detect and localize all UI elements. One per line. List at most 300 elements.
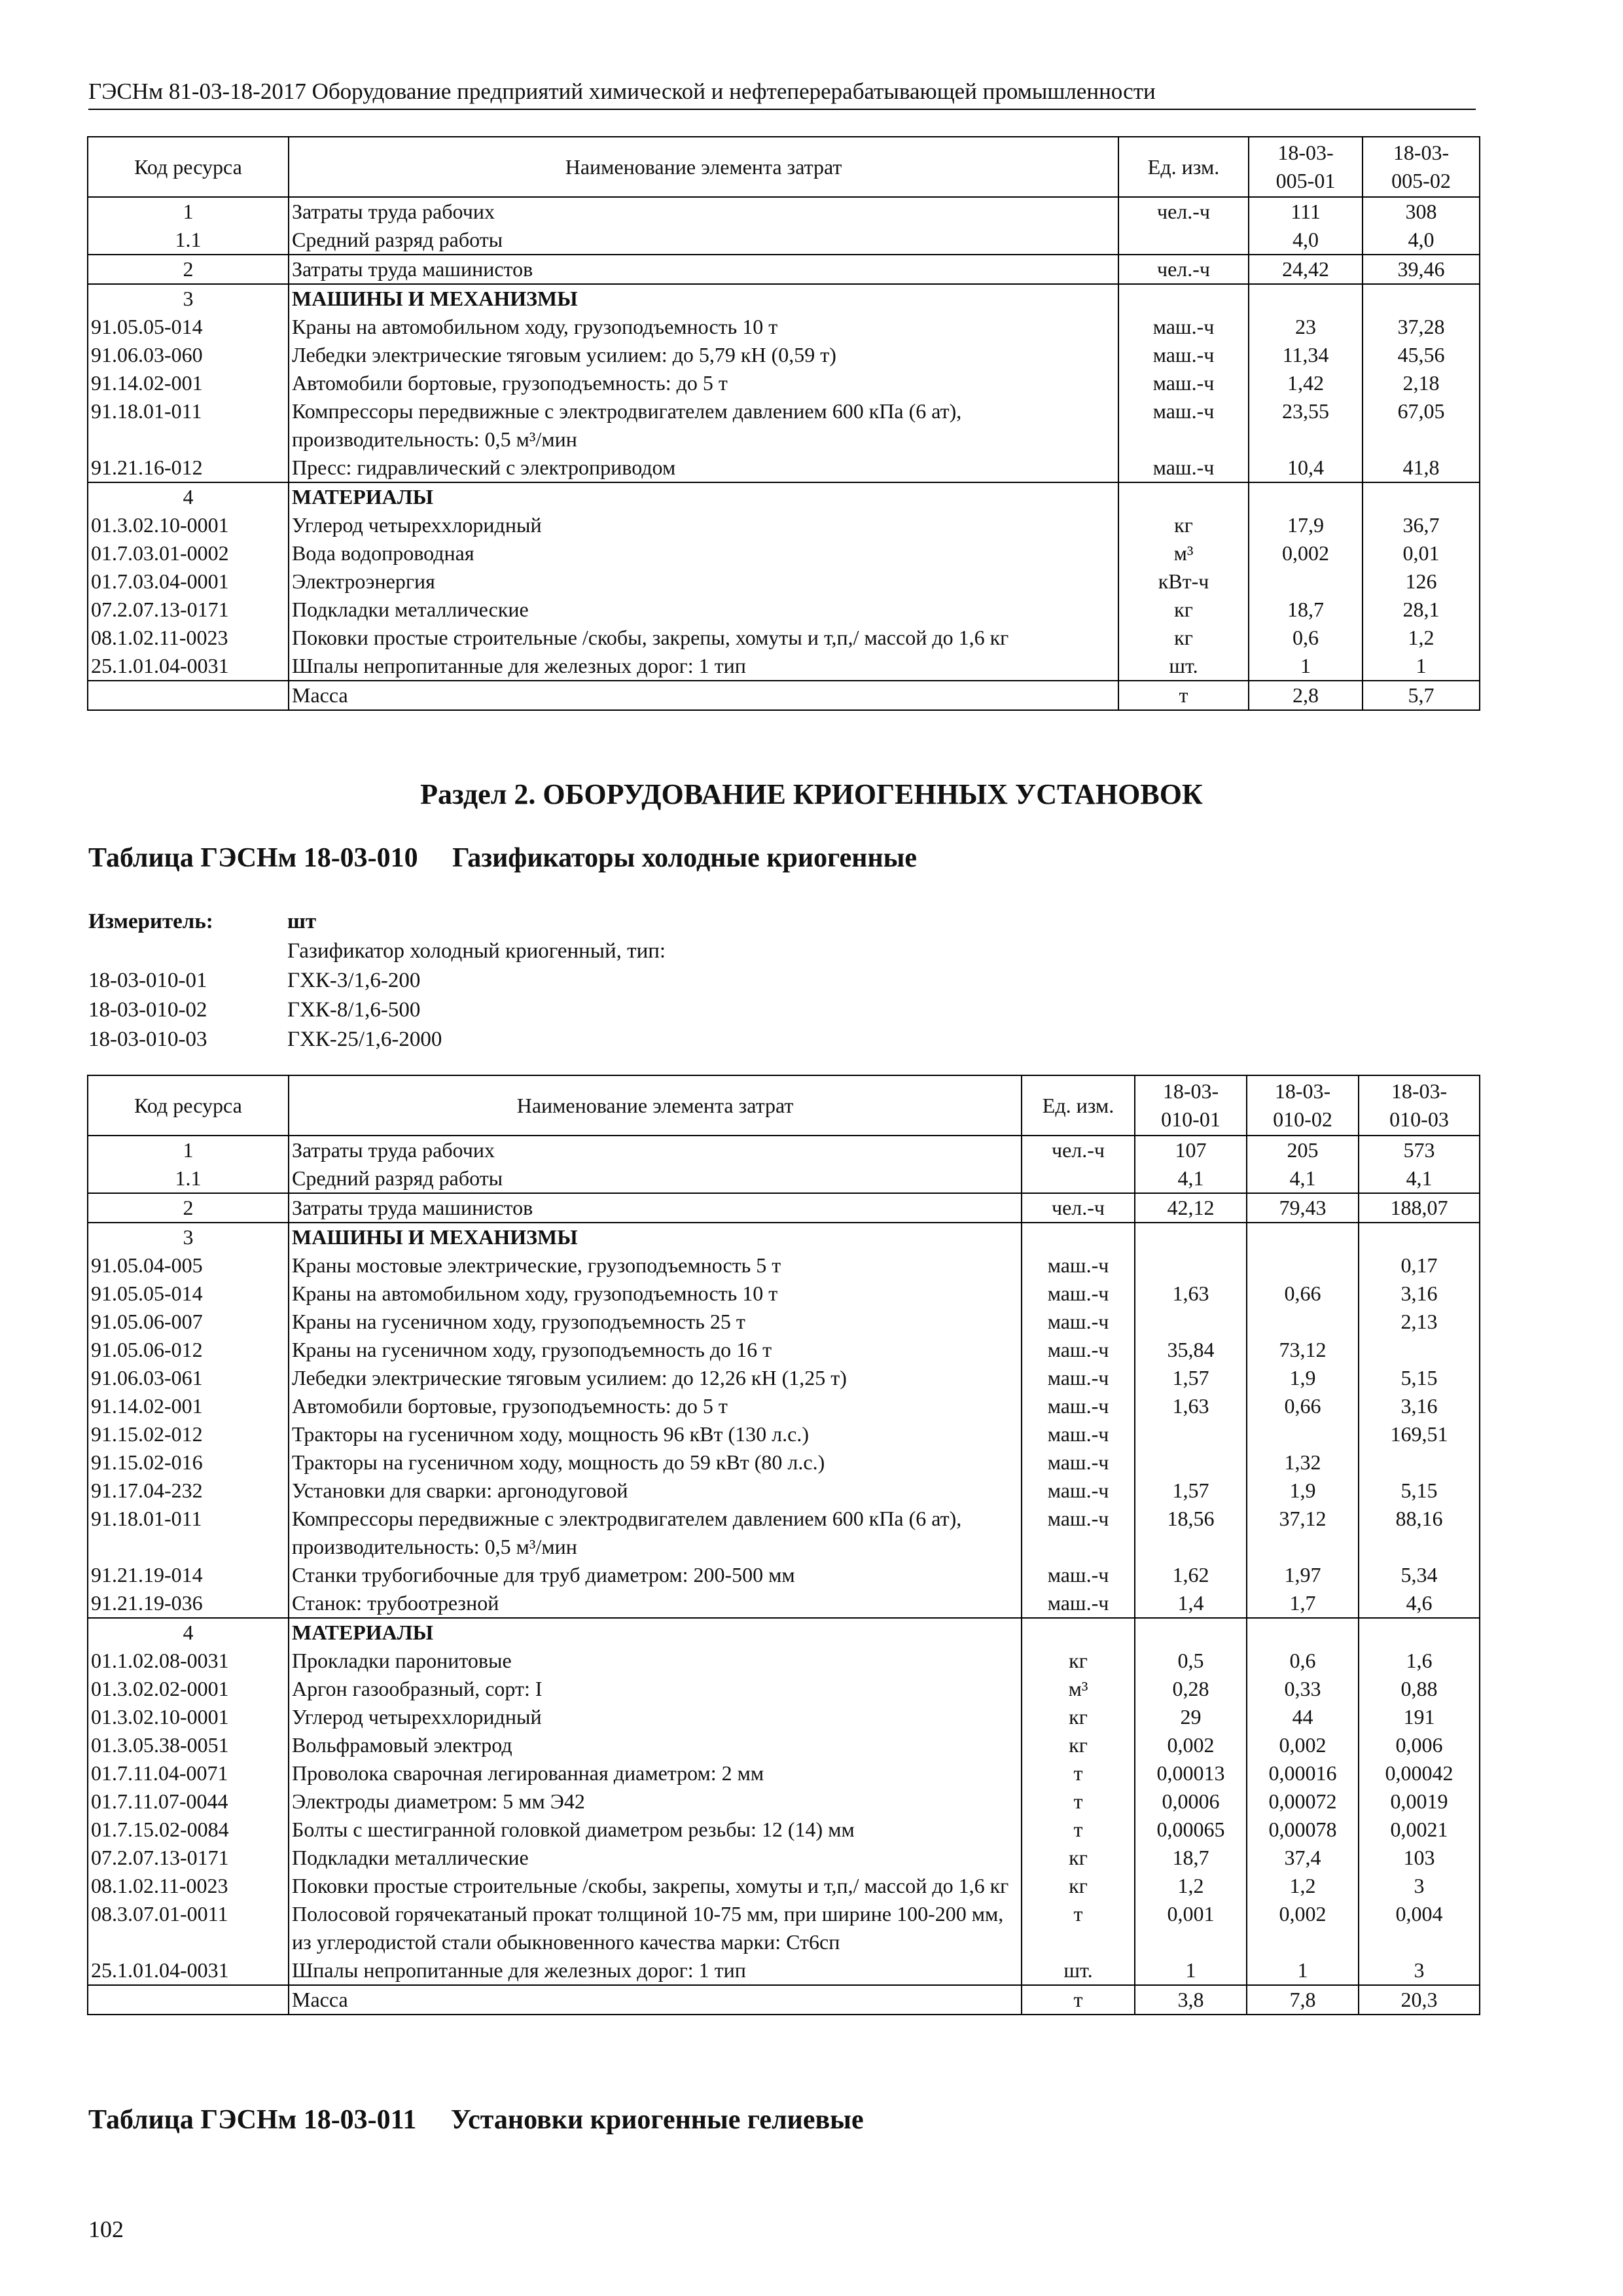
- unit-cell: [1022, 1164, 1135, 1193]
- cost-item-name: Станок: трубоотрезной: [289, 1589, 1022, 1618]
- value-cell: 24,42: [1249, 255, 1363, 284]
- resource-code: 4: [88, 482, 289, 511]
- table-row: [88, 1308, 1480, 1336]
- unit-cell: шт.: [1022, 1956, 1135, 1985]
- cost-item-name: Лебедки электрические тяговым усилием: до 12,26 кН (1,25 т): [289, 1364, 1022, 1392]
- value-cell: 18,7: [1249, 596, 1363, 624]
- value-cell: 0,33: [1247, 1675, 1359, 1703]
- unit-cell: маш.-ч: [1022, 1448, 1135, 1477]
- value-cell: 37,4: [1247, 1844, 1359, 1872]
- table-row: [88, 1251, 1480, 1280]
- value-cell: 7,8: [1247, 1985, 1359, 2015]
- value-cell: [1135, 1420, 1247, 1448]
- unit-cell: т: [1022, 1985, 1135, 2015]
- unit-cell: маш.-ч: [1118, 454, 1249, 482]
- cost-item-name: Электроды диаметром: 5 мм Э42: [289, 1787, 1022, 1816]
- value-cell: 5,34: [1359, 1561, 1480, 1589]
- cost-item-name: Затраты труда машинистов: [289, 255, 1118, 284]
- table-row: [88, 1336, 1480, 1364]
- value-cell: 29: [1135, 1703, 1247, 1731]
- col-header-value-2: 18-03- 010-02: [1247, 1075, 1359, 1136]
- value-cell: 0,00065: [1135, 1816, 1247, 1844]
- resource-code: 1.1: [88, 1164, 289, 1193]
- value-cell: [1249, 567, 1363, 596]
- unit-cell: маш.-ч: [1022, 1392, 1135, 1420]
- value-cell: 17,9: [1249, 511, 1363, 539]
- value-cell: 5,15: [1359, 1364, 1480, 1392]
- table-row: [88, 1136, 1480, 1164]
- value-cell: 1,42: [1249, 369, 1363, 397]
- resource-code: 91.05.06-012: [88, 1336, 289, 1364]
- unit-cell: маш.-ч: [1022, 1477, 1135, 1505]
- value-cell: 0,006: [1359, 1731, 1480, 1759]
- value-cell: [1359, 1618, 1480, 1647]
- value-cell: 42,12: [1135, 1193, 1247, 1223]
- resource-code: 91.05.06-007: [88, 1308, 289, 1336]
- col-header-value-1: 18-03- 005-01: [1249, 137, 1363, 197]
- unit-cell: [1118, 284, 1249, 313]
- cost-item-name: Углерод четыреххлоридный: [289, 511, 1118, 539]
- resource-code: 91.14.02-001: [88, 1392, 289, 1420]
- unit-cell: кг: [1118, 511, 1249, 539]
- cost-item-name: Вольфрамовый электрод: [289, 1731, 1022, 1759]
- cost-item-name: Затраты труда рабочих: [289, 197, 1118, 226]
- cost-item-name: МАТЕРИАЛЫ: [289, 482, 1118, 511]
- unit-cell: т: [1118, 681, 1249, 710]
- value-cell: [1135, 1308, 1247, 1336]
- running-header: ГЭСНм 81-03-18-2017 Оборудование предприятий химической и нефтеперерабатывающей промышленности: [88, 77, 1476, 110]
- col-header-value-2: 18-03- 005-02: [1363, 137, 1480, 197]
- cost-item-name: Подкладки металлические: [289, 1844, 1022, 1872]
- resource-code: 91.21.19-036: [88, 1589, 289, 1618]
- col-header-value-1: 18-03- 010-01: [1135, 1075, 1247, 1136]
- table-row: [88, 1816, 1480, 1844]
- value-cell: 1,7: [1247, 1589, 1359, 1618]
- value-cell: 0,002: [1249, 539, 1363, 567]
- table-row: [88, 1448, 1480, 1477]
- cost-item-name: Аргон газообразный, сорт: I: [289, 1675, 1022, 1703]
- value-cell: 169,51: [1359, 1420, 1480, 1448]
- cost-item-name: Подкладки металлические: [289, 596, 1118, 624]
- measure-item-text: ГХК-25/1,6-2000: [287, 1028, 442, 1051]
- table-row: [88, 652, 1480, 681]
- col-header-unit: Ед. изм.: [1118, 137, 1249, 197]
- value-cell: 126: [1363, 567, 1480, 596]
- resource-code: 08.1.02.11-0023: [88, 1872, 289, 1900]
- cost-item-name: Поковки простые строительные /скобы, закрепы, хомуты и т,п,/ массой до 1,6 кг: [289, 624, 1118, 652]
- value-cell: 39,46: [1363, 255, 1480, 284]
- resource-code: 91.17.04-232: [88, 1477, 289, 1505]
- resource-code: 91.15.02-016: [88, 1448, 289, 1477]
- table-row: [88, 1589, 1480, 1618]
- measure-unit: шт: [287, 910, 317, 933]
- value-cell: 3: [1359, 1872, 1480, 1900]
- value-cell: 1: [1363, 652, 1480, 681]
- value-cell: 45,56: [1363, 341, 1480, 369]
- resource-code: 3: [88, 284, 289, 313]
- value-cell: 103: [1359, 1844, 1480, 1872]
- table-row: [88, 1703, 1480, 1731]
- value-cell: 2,18: [1363, 369, 1480, 397]
- table-row: [88, 482, 1480, 511]
- table-row: [88, 1787, 1480, 1816]
- cost-item-name: Затраты труда рабочих: [289, 1136, 1022, 1164]
- unit-cell: маш.-ч: [1118, 369, 1249, 397]
- measure-block: [88, 907, 666, 1054]
- unit-cell: чел.-ч: [1118, 197, 1249, 226]
- value-cell: 88,16: [1359, 1505, 1480, 1561]
- resource-code: 01.7.15.02-0084: [88, 1816, 289, 1844]
- value-cell: 1: [1249, 652, 1363, 681]
- unit-cell: маш.-ч: [1022, 1561, 1135, 1589]
- unit-cell: [1022, 1223, 1135, 1251]
- value-cell: 1,4: [1135, 1589, 1247, 1618]
- value-cell: 1: [1247, 1956, 1359, 1985]
- value-cell: 1: [1135, 1956, 1247, 1985]
- measure-item-text: ГХК-3/1,6-200: [287, 969, 421, 992]
- resource-code: 01.3.02.02-0001: [88, 1675, 289, 1703]
- unit-cell: т: [1022, 1816, 1135, 1844]
- unit-cell: кг: [1022, 1731, 1135, 1759]
- table-row: [88, 624, 1480, 652]
- resource-code: 4: [88, 1618, 289, 1647]
- value-cell: 1,9: [1247, 1477, 1359, 1505]
- unit-cell: маш.-ч: [1022, 1336, 1135, 1364]
- table-row: [88, 1900, 1480, 1956]
- value-cell: [1359, 1223, 1480, 1251]
- cost-item-name: Проволока сварочная легированная диаметром: 2 мм: [289, 1759, 1022, 1787]
- value-cell: 0,00016: [1247, 1759, 1359, 1787]
- table-row: [88, 567, 1480, 596]
- value-cell: 10,4: [1249, 454, 1363, 482]
- resource-code: 91.18.01-011: [88, 397, 289, 454]
- unit-cell: чел.-ч: [1022, 1193, 1135, 1223]
- section-title: Раздел 2. ОБОРУДОВАНИЕ КРИОГЕННЫХ УСТАНОВОК: [420, 778, 1203, 810]
- resource-code: 01.7.11.07-0044: [88, 1787, 289, 1816]
- cost-item-name: Автомобили бортовые, грузоподъемность: до 5 т: [289, 369, 1118, 397]
- resource-code: 07.2.07.13-0171: [88, 596, 289, 624]
- value-cell: 0,17: [1359, 1251, 1480, 1280]
- resource-code: 91.05.05-014: [88, 1280, 289, 1308]
- resource-code: 91.06.03-061: [88, 1364, 289, 1392]
- value-cell: 4,1: [1247, 1164, 1359, 1193]
- resource-code: 91.15.02-012: [88, 1420, 289, 1448]
- value-cell: 2,13: [1359, 1308, 1480, 1336]
- value-cell: 3: [1359, 1956, 1480, 1985]
- resource-code: 91.21.19-014: [88, 1561, 289, 1589]
- resource-code: 3: [88, 1223, 289, 1251]
- value-cell: 1,2: [1247, 1872, 1359, 1900]
- unit-cell: маш.-ч: [1022, 1589, 1135, 1618]
- value-cell: 0,00072: [1247, 1787, 1359, 1816]
- value-cell: 0,00013: [1135, 1759, 1247, 1787]
- value-cell: 0,004: [1359, 1900, 1480, 1956]
- resource-code: 08.1.02.11-0023: [88, 624, 289, 652]
- value-cell: 5,15: [1359, 1477, 1480, 1505]
- value-cell: 0,5: [1135, 1647, 1247, 1675]
- unit-cell: маш.-ч: [1118, 341, 1249, 369]
- value-cell: 1,63: [1135, 1392, 1247, 1420]
- value-cell: 44: [1247, 1703, 1359, 1731]
- value-cell: 4,0: [1363, 226, 1480, 255]
- table-title-18-03-011: Таблица ГЭСНм 18-03-011 Установки криогенные гелиевые: [88, 2105, 864, 2135]
- value-cell: [1135, 1618, 1247, 1647]
- value-cell: [1363, 284, 1480, 313]
- table-row: [88, 341, 1480, 369]
- value-cell: 23: [1249, 313, 1363, 341]
- value-cell: 23,55: [1249, 397, 1363, 454]
- value-cell: [1249, 482, 1363, 511]
- resource-code: 91.14.02-001: [88, 369, 289, 397]
- value-cell: 191: [1359, 1703, 1480, 1731]
- cost-item-name: Краны на автомобильном ходу, грузоподъемность 10 т: [289, 313, 1118, 341]
- value-cell: 4,1: [1135, 1164, 1247, 1193]
- value-cell: 0,00078: [1247, 1816, 1359, 1844]
- page-number: 102: [88, 2216, 124, 2242]
- table-row: [88, 1618, 1480, 1647]
- table-row: [88, 1985, 1480, 2015]
- resource-code: 2: [88, 1193, 289, 1223]
- value-cell: [1247, 1251, 1359, 1280]
- col-header-code: Код ресурса: [88, 1075, 289, 1136]
- table-row: [88, 681, 1480, 710]
- unit-cell: чел.-ч: [1118, 255, 1249, 284]
- cost-item-name: Тракторы на гусеничном ходу, мощность 96 кВт (130 л.с.): [289, 1420, 1022, 1448]
- table-header-row: [88, 137, 1480, 197]
- resource-code: 1.1: [88, 226, 289, 255]
- value-cell: 0,01: [1363, 539, 1480, 567]
- table-row: [88, 1420, 1480, 1448]
- table-row: [88, 1956, 1480, 1985]
- cost-item-name: Углерод четыреххлоридный: [289, 1703, 1022, 1731]
- measure-item-code: 18-03-010-03: [88, 1028, 207, 1051]
- unit-cell: маш.-ч: [1022, 1280, 1135, 1308]
- table-row: [88, 313, 1480, 341]
- table-row: [88, 539, 1480, 567]
- value-cell: 1,63: [1135, 1280, 1247, 1308]
- cost-item-name: Автомобили бортовые, грузоподъемность: до 5 т: [289, 1392, 1022, 1420]
- measure-description: Газификатор холодный криогенный, тип:: [287, 939, 666, 963]
- value-cell: 0,66: [1247, 1280, 1359, 1308]
- resource-code: [88, 681, 289, 710]
- value-cell: 573: [1359, 1136, 1480, 1164]
- table-row: [88, 1872, 1480, 1900]
- cost-item-name: Пресс: гидравлический с электроприводом: [289, 454, 1118, 482]
- unit-cell: кг: [1022, 1647, 1135, 1675]
- table-title-18-03-010: Таблица ГЭСНм 18-03-010 Газификаторы холодные криогенные: [88, 843, 918, 873]
- col-header-unit: Ед. изм.: [1022, 1075, 1135, 1136]
- value-cell: 0,002: [1135, 1731, 1247, 1759]
- unit-cell: кВт-ч: [1118, 567, 1249, 596]
- unit-cell: маш.-ч: [1022, 1364, 1135, 1392]
- unit-cell: маш.-ч: [1022, 1308, 1135, 1336]
- table-row: [88, 369, 1480, 397]
- resource-code: 91.18.01-011: [88, 1505, 289, 1561]
- resource-code: 01.7.11.04-0071: [88, 1759, 289, 1787]
- resource-code: 08.3.07.01-0011: [88, 1900, 289, 1956]
- table-row: [88, 284, 1480, 313]
- unit-cell: т: [1022, 1759, 1135, 1787]
- value-cell: 0,88: [1359, 1675, 1480, 1703]
- value-cell: 1,6: [1359, 1647, 1480, 1675]
- value-cell: 79,43: [1247, 1193, 1359, 1223]
- value-cell: 0,66: [1247, 1392, 1359, 1420]
- unit-cell: чел.-ч: [1022, 1136, 1135, 1164]
- unit-cell: шт.: [1118, 652, 1249, 681]
- measure-item-code: 18-03-010-01: [88, 969, 207, 992]
- table-row: [88, 1164, 1480, 1193]
- table-row: [88, 1731, 1480, 1759]
- cost-table-18-03-010: [87, 1075, 1480, 2015]
- unit-cell: кг: [1022, 1703, 1135, 1731]
- table-row: [88, 1759, 1480, 1787]
- table-row: [88, 1280, 1480, 1308]
- table-header-row: [88, 1075, 1480, 1136]
- cost-item-name: Поковки простые строительные /скобы, закрепы, хомуты и т,п,/ массой до 1,6 кг: [289, 1872, 1022, 1900]
- cost-item-name: Станки трубогибочные для труб диаметром: 200-500 мм: [289, 1561, 1022, 1589]
- cost-item-name: Краны на гусеничном ходу, грузоподъемность 25 т: [289, 1308, 1022, 1336]
- table-row: [88, 1505, 1480, 1561]
- unit-cell: т: [1022, 1900, 1135, 1956]
- col-header-code: Код ресурса: [88, 137, 289, 197]
- resource-code: 01.3.02.10-0001: [88, 1703, 289, 1731]
- value-cell: 3,8: [1135, 1985, 1247, 2015]
- cost-item-name: МАТЕРИАЛЫ: [289, 1618, 1022, 1647]
- cost-item-name: Болты с шестигранной головкой диаметром резьбы: 12 (14) мм: [289, 1816, 1022, 1844]
- value-cell: [1359, 1448, 1480, 1477]
- unit-cell: маш.-ч: [1118, 397, 1249, 454]
- table-row: [88, 226, 1480, 255]
- value-cell: 1,2: [1363, 624, 1480, 652]
- value-cell: 0,00042: [1359, 1759, 1480, 1787]
- cost-item-name: Средний разряд работы: [289, 226, 1118, 255]
- value-cell: [1247, 1308, 1359, 1336]
- table-row: [88, 397, 1480, 454]
- unit-cell: кг: [1118, 624, 1249, 652]
- cost-item-name: Компрессоры передвижные с электродвигателем давлением 600 кПа (6 ат), производительность: 0,5 м³/мин: [289, 1505, 1022, 1561]
- value-cell: 0,001: [1135, 1900, 1247, 1956]
- table-row: [88, 454, 1480, 482]
- value-cell: 111: [1249, 197, 1363, 226]
- unit-cell: [1118, 226, 1249, 255]
- resource-code: 01.7.03.01-0002: [88, 539, 289, 567]
- cost-item-name: Прокладки паронитовые: [289, 1647, 1022, 1675]
- value-cell: 73,12: [1247, 1336, 1359, 1364]
- cost-item-name: Установки для сварки: аргонодуговой: [289, 1477, 1022, 1505]
- value-cell: 0,0006: [1135, 1787, 1247, 1816]
- cost-item-name: Тракторы на гусеничном ходу, мощность до 59 кВт (80 л.с.): [289, 1448, 1022, 1477]
- cost-table-18-03-005: [87, 136, 1480, 711]
- value-cell: 35,84: [1135, 1336, 1247, 1364]
- value-cell: 1,97: [1247, 1561, 1359, 1589]
- value-cell: 1,2: [1135, 1872, 1247, 1900]
- cost-item-name: Затраты труда машинистов: [289, 1193, 1022, 1223]
- value-cell: 4,0: [1249, 226, 1363, 255]
- col-header-name: Наименование элемента затрат: [289, 1075, 1022, 1136]
- cost-item-name: Средний разряд работы: [289, 1164, 1022, 1193]
- table-row: [88, 1647, 1480, 1675]
- cost-item-name: Масса: [289, 681, 1118, 710]
- cost-item-name: Электроэнергия: [289, 567, 1118, 596]
- cost-item-name: МАШИНЫ И МЕХАНИЗМЫ: [289, 284, 1118, 313]
- value-cell: 188,07: [1359, 1193, 1480, 1223]
- unit-cell: кг: [1022, 1872, 1135, 1900]
- table-row: [88, 1193, 1480, 1223]
- value-cell: 2,8: [1249, 681, 1363, 710]
- unit-cell: [1118, 482, 1249, 511]
- measure-item-code: 18-03-010-02: [88, 998, 207, 1022]
- value-cell: [1363, 482, 1480, 511]
- value-cell: 67,05: [1363, 397, 1480, 454]
- table-row: [88, 511, 1480, 539]
- table-row: [88, 1477, 1480, 1505]
- value-cell: 0,002: [1247, 1900, 1359, 1956]
- value-cell: 5,7: [1363, 681, 1480, 710]
- value-cell: 20,3: [1359, 1985, 1480, 2015]
- value-cell: 1,9: [1247, 1364, 1359, 1392]
- resource-code: 01.1.02.08-0031: [88, 1647, 289, 1675]
- value-cell: 37,12: [1247, 1505, 1359, 1561]
- value-cell: [1135, 1448, 1247, 1477]
- value-cell: 18,7: [1135, 1844, 1247, 1872]
- table-row: [88, 1364, 1480, 1392]
- measure-label: Измеритель:: [88, 910, 213, 933]
- resource-code: 91.05.04-005: [88, 1251, 289, 1280]
- resource-code: 91.21.16-012: [88, 454, 289, 482]
- value-cell: [1135, 1251, 1247, 1280]
- cost-item-name: Полосовой горячекатаный прокат толщиной 10-75 мм, при ширине 100-200 мм, из углеродистой стали обыкновенного качества марки: Ст6сп: [289, 1900, 1022, 1956]
- table-row: [88, 1561, 1480, 1589]
- resource-code: 1: [88, 1136, 289, 1164]
- value-cell: 36,7: [1363, 511, 1480, 539]
- table-row: [88, 1223, 1480, 1251]
- resource-code: 1: [88, 197, 289, 226]
- value-cell: 3,16: [1359, 1392, 1480, 1420]
- resource-code: 01.7.03.04-0001: [88, 567, 289, 596]
- value-cell: 0,002: [1247, 1731, 1359, 1759]
- col-header-value-3: 18-03- 010-03: [1359, 1075, 1480, 1136]
- value-cell: 3,16: [1359, 1280, 1480, 1308]
- value-cell: [1247, 1223, 1359, 1251]
- value-cell: 107: [1135, 1136, 1247, 1164]
- cost-item-name: Краны мостовые электрические, грузоподъемность 5 т: [289, 1251, 1022, 1280]
- cost-item-name: Компрессоры передвижные с электродвигателем давлением 600 кПа (6 ат), производительность: 0,5 м³/мин: [289, 397, 1118, 454]
- value-cell: 28,1: [1363, 596, 1480, 624]
- unit-cell: кг: [1022, 1844, 1135, 1872]
- cost-item-name: Масса: [289, 1985, 1022, 2015]
- value-cell: 11,34: [1249, 341, 1363, 369]
- table-row: [88, 1392, 1480, 1420]
- table-row: [88, 596, 1480, 624]
- cost-item-name: Лебедки электрические тяговым усилием: до 5,79 кН (0,59 т): [289, 341, 1118, 369]
- value-cell: [1247, 1420, 1359, 1448]
- value-cell: 1,57: [1135, 1364, 1247, 1392]
- resource-code: 25.1.01.04-0031: [88, 1956, 289, 1985]
- resource-code: 01.3.05.38-0051: [88, 1731, 289, 1759]
- resource-code: 25.1.01.04-0031: [88, 652, 289, 681]
- table-row: [88, 255, 1480, 284]
- unit-cell: [1022, 1618, 1135, 1647]
- resource-code: 91.06.03-060: [88, 341, 289, 369]
- value-cell: 0,0021: [1359, 1816, 1480, 1844]
- unit-cell: м³: [1022, 1675, 1135, 1703]
- col-header-name: Наименование элемента затрат: [289, 137, 1118, 197]
- measure-item-text: ГХК-8/1,6-500: [287, 998, 421, 1022]
- cost-item-name: Краны на автомобильном ходу, грузоподъемность 10 т: [289, 1280, 1022, 1308]
- resource-code: 91.05.05-014: [88, 313, 289, 341]
- cost-item-name: МАШИНЫ И МЕХАНИЗМЫ: [289, 1223, 1022, 1251]
- unit-cell: маш.-ч: [1022, 1420, 1135, 1448]
